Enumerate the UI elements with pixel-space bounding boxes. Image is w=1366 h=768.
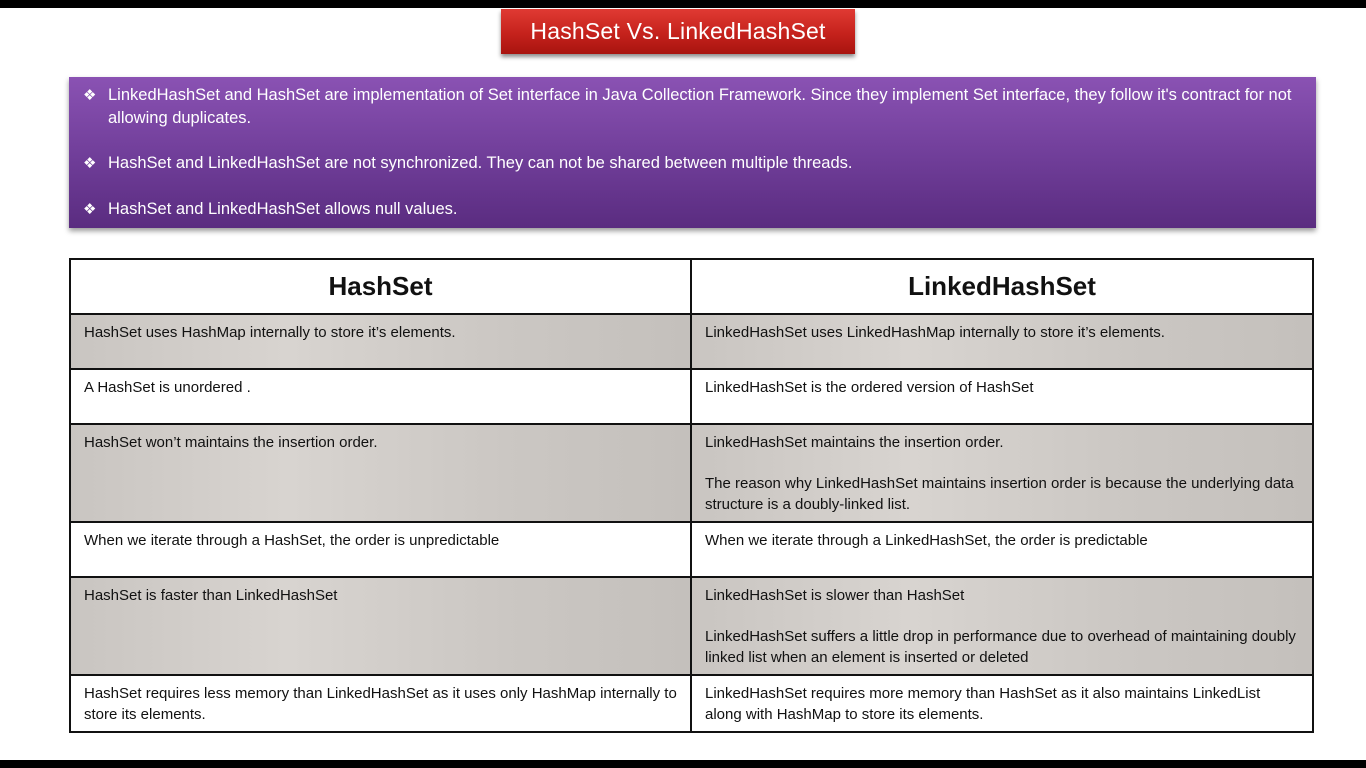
cell-text: LinkedHashSet uses LinkedHashMap internally to store it’s elements. xyxy=(705,324,1165,341)
column-header-hashset: HashSet xyxy=(70,259,691,314)
cell-text-extra: The reason why LinkedHashSet maintains insertion order is because the underlying data structure is a doubly-linked list. xyxy=(705,475,1294,513)
table-row xyxy=(70,424,1313,522)
bottom-black-bar xyxy=(0,760,1366,768)
linkedhashset-cell xyxy=(691,522,1313,577)
summary-bullet-text: HashSet and LinkedHashSet allows null values. xyxy=(108,200,458,218)
table-row xyxy=(70,675,1313,732)
hashset-cell xyxy=(70,314,691,369)
paragraph-gap xyxy=(705,606,1300,626)
linkedhashset-cell xyxy=(691,675,1313,732)
hashset-cell xyxy=(70,424,691,522)
column-header-linkedhashset: LinkedHashSet xyxy=(691,259,1313,314)
cell-text: LinkedHashSet requires more memory than HashSet as it also maintains LinkedList along with HashMap to store its elements. xyxy=(705,685,1261,723)
cell-text: HashSet won’t maintains the insertion order. xyxy=(84,434,378,451)
summary-panel xyxy=(69,77,1316,228)
cell-text: A HashSet is unordered . xyxy=(84,379,251,396)
summary-bullet xyxy=(83,84,1304,130)
cell-text: LinkedHashSet is the ordered version of HashSet xyxy=(705,379,1034,396)
cell-text: When we iterate through a HashSet, the order is unpredictable xyxy=(84,532,500,549)
comparison-table xyxy=(69,258,1314,733)
linkedhashset-cell xyxy=(691,314,1313,369)
cell-text: When we iterate through a LinkedHashSet, the order is predictable xyxy=(705,532,1148,549)
cell-text: HashSet uses HashMap internally to store it’s elements. xyxy=(84,324,456,341)
cell-text: LinkedHashSet maintains the insertion order. xyxy=(705,434,1004,451)
table-row xyxy=(70,522,1313,577)
summary-bullet xyxy=(83,198,1304,221)
linkedhashset-cell xyxy=(691,577,1313,675)
cell-text-extra: LinkedHashSet suffers a little drop in performance due to overhead of maintaining doubly linked list when an element is inserted or deleted xyxy=(705,628,1296,666)
table-row xyxy=(70,369,1313,424)
slide-title-text: HashSet Vs. LinkedHashSet xyxy=(530,18,826,44)
summary-bullet-text: HashSet and LinkedHashSet are not synchronized. They can not be shared between multiple threads. xyxy=(108,154,853,172)
slide-title xyxy=(501,9,855,54)
hashset-cell xyxy=(70,577,691,675)
diamond-bullet-icon: ❖ xyxy=(83,87,97,104)
table-row xyxy=(70,314,1313,369)
hashset-cell xyxy=(70,522,691,577)
paragraph-gap xyxy=(705,453,1300,473)
cell-text: HashSet is faster than LinkedHashSet xyxy=(84,587,338,604)
linkedhashset-cell xyxy=(691,369,1313,424)
hashset-cell xyxy=(70,675,691,732)
cell-text: HashSet requires less memory than LinkedHashSet as it uses only HashMap internally to store its elements. xyxy=(84,685,677,723)
linkedhashset-cell xyxy=(691,424,1313,522)
summary-bullet xyxy=(83,152,1304,175)
table-header-row xyxy=(70,259,1313,314)
table-row xyxy=(70,577,1313,675)
cell-text: LinkedHashSet is slower than HashSet xyxy=(705,587,965,604)
diamond-bullet-icon: ❖ xyxy=(83,155,97,172)
summary-bullet-text: LinkedHashSet and HashSet are implementation of Set interface in Java Collection Framework. Since they implement Set interface, they follow it's contract for not allowing duplicates. xyxy=(108,86,1292,127)
diamond-bullet-icon: ❖ xyxy=(83,201,97,218)
top-black-bar xyxy=(0,0,1366,8)
hashset-cell xyxy=(70,369,691,424)
